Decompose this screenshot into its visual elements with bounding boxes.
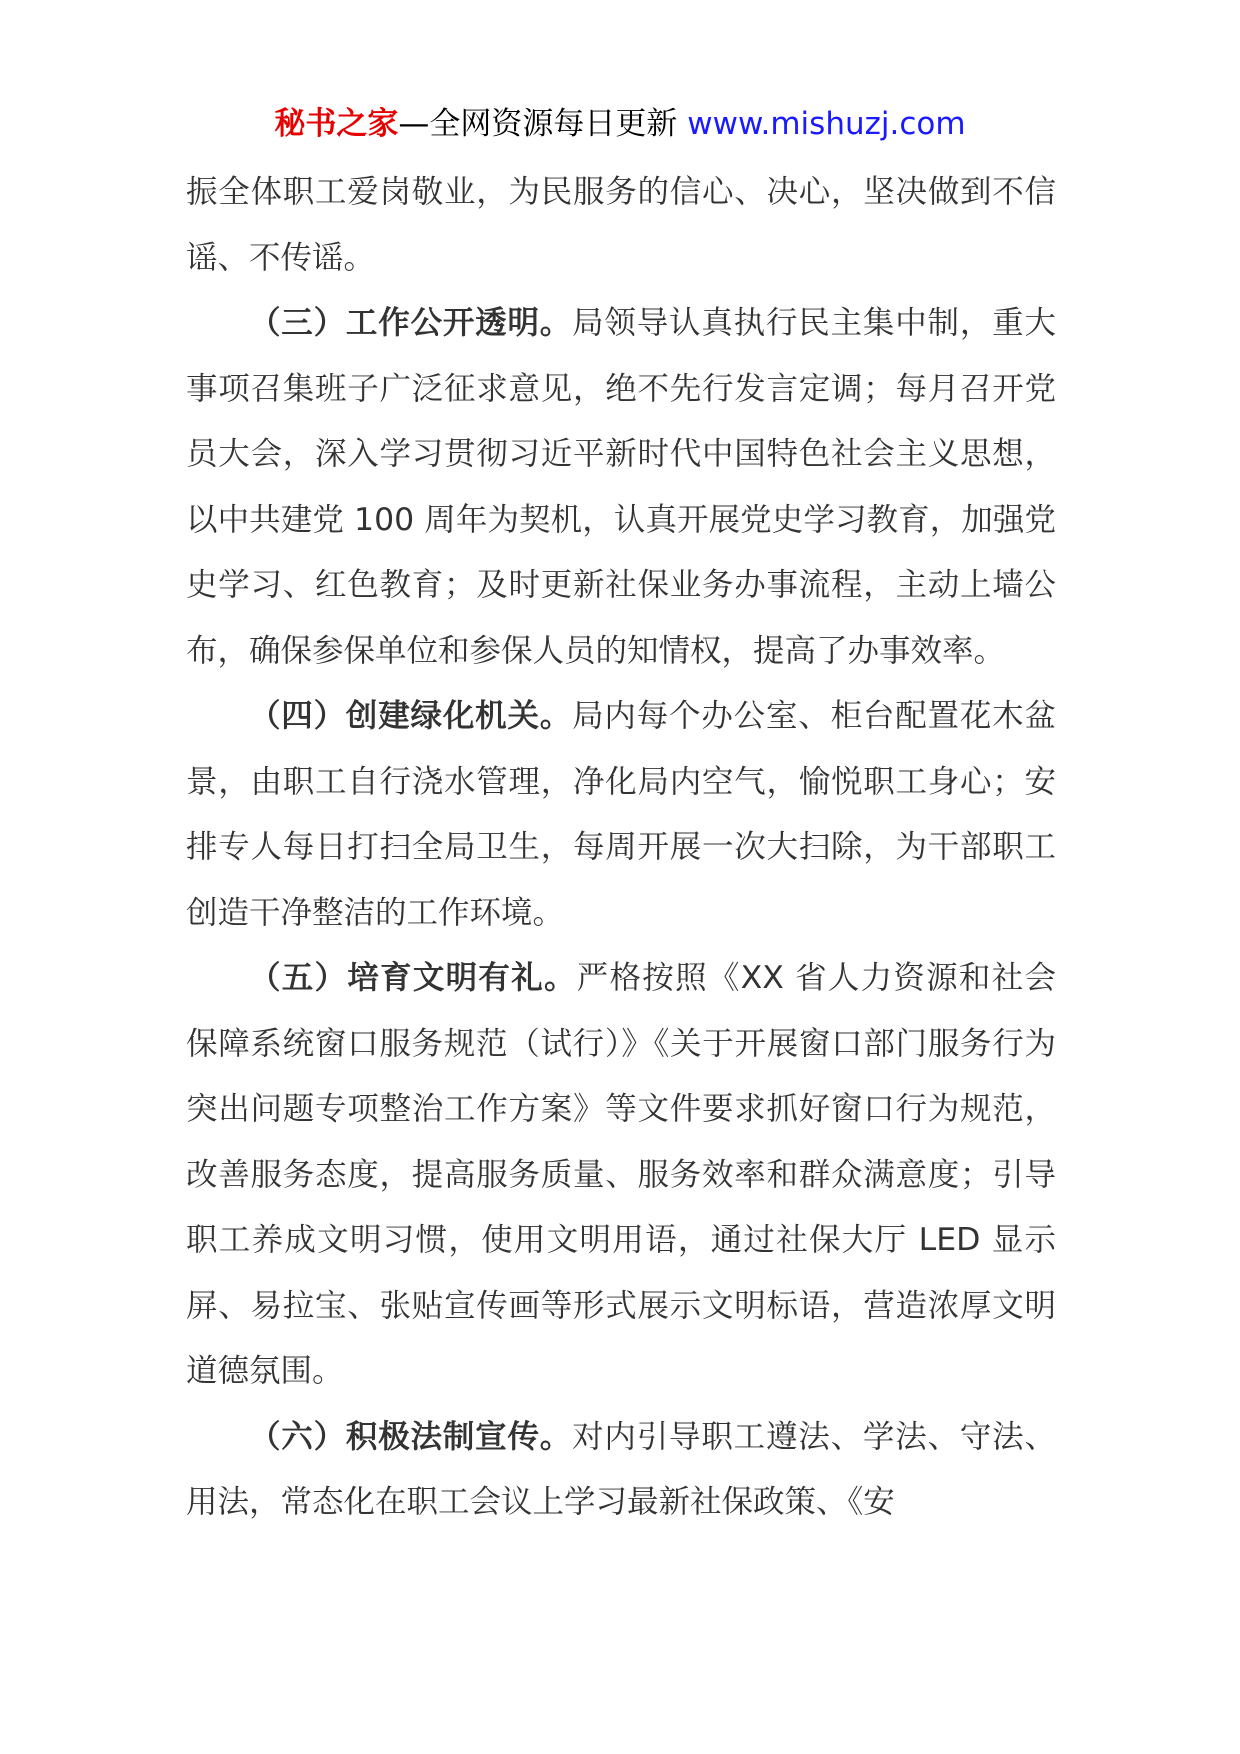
- paragraph-section-6: [186, 1405, 1056, 1536]
- header-slogan: —全网资源每日更新: [398, 106, 688, 142]
- page-header: [0, 100, 1240, 148]
- paragraph-section-3: [186, 291, 1056, 684]
- paragraph-section-4: [186, 684, 1056, 946]
- document-body: [186, 160, 1056, 1536]
- paragraph-text: 对内引导职工遵法、学法、守法、用法，常态化在职工会议上学习最新社保政策、《安: [186, 1418, 1056, 1520]
- brand-name: 秘书之家: [274, 106, 399, 142]
- paragraph-section-5: [186, 946, 1056, 1405]
- website-link[interactable]: www.mishuzj.com: [687, 106, 966, 142]
- paragraph-text: 严格按照《XX 省人力资源和社会保障系统窗口服务规范（试行）》《关于开展窗口部门服务行为突出问题专项整治工作方案》等文件要求抓好窗口行为规范，改善服务态度，提高服务质量、服务效率和群众满意度；引导职工养成文明习惯，使用文明用语，通过社保大厅 LED 显示屏、易拉宝、张贴宣传画等形式展示文明标语，营造浓厚文明道德氛围。: [186, 960, 1056, 1389]
- paragraph-text: 局内每个办公室、柜台配置花木盆景，由职工自行浇水管理，净化局内空气，愉悦职工身心；安排专人每日打扫全局卫生，每周开展一次大扫除，为干部职工创造干净整洁的工作环境。: [186, 698, 1056, 931]
- section-heading: （四）创建绿化机关。: [249, 698, 573, 734]
- paragraph-text: 振全体职工爱岗敬业，为民服务的信心、决心，坚决做到不信谣、不传谣。: [186, 174, 1056, 276]
- section-heading: （三）工作公开透明。: [249, 305, 573, 341]
- paragraph-text: 局领导认真执行民主集中制，重大事项召集班子广泛征求意见，绝不先行发言定调；每月召开党员大会，深入学习贯彻习近平新时代中国特色社会主义思想，以中共建党 100 周年为契机，认真开展党史学习教育，加强党史学习、红色教育；及时更新社保业务办事流程，主动上墙公布，确保参保单位和参保人员的知情权，提高了办事效率。: [186, 305, 1056, 669]
- section-heading: （五）培育文明有礼。: [249, 960, 577, 996]
- paragraph-continued: [186, 160, 1056, 291]
- section-heading: （六）积极法制宣传。: [249, 1418, 573, 1455]
